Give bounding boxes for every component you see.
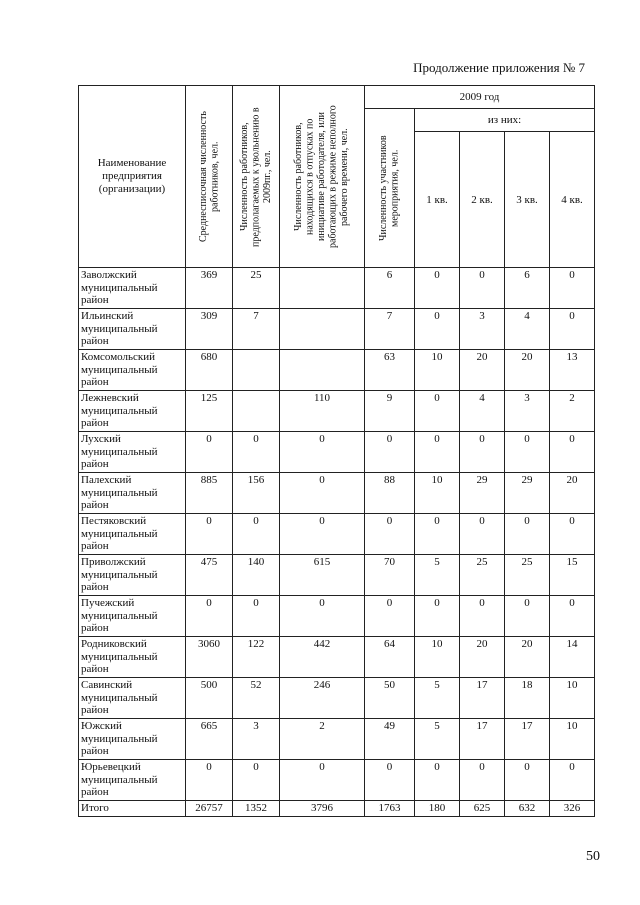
cell-planned-layoffs: 0	[233, 596, 280, 637]
cell-quarter-2: 17	[460, 678, 505, 719]
table-row	[79, 555, 595, 596]
header-enterprise-name: Наименование предприятия (организации)	[79, 86, 186, 268]
cell-average-headcount: 0	[186, 432, 233, 473]
cell-quarter-4: 14	[550, 637, 595, 678]
cell-participants: 88	[365, 473, 415, 514]
cell-planned-layoffs: 122	[233, 637, 280, 678]
cell-quarter-1: 5	[415, 719, 460, 760]
cell-district-name: Ильинский муниципальный район	[79, 309, 186, 350]
cell-planned-layoffs: 140	[233, 555, 280, 596]
cell-planned-layoffs	[233, 391, 280, 432]
cell-district-name: Южский муниципальный район	[79, 719, 186, 760]
cell-participants: 1763	[365, 801, 415, 817]
table-row	[79, 268, 595, 309]
cell-quarter-2: 25	[460, 555, 505, 596]
cell-quarter-1: 10	[415, 637, 460, 678]
table-total-row	[79, 801, 595, 817]
cell-quarter-4: 10	[550, 719, 595, 760]
cell-quarter-4: 0	[550, 268, 595, 309]
cell-quarter-2: 4	[460, 391, 505, 432]
cell-quarter-3: 18	[505, 678, 550, 719]
table-row	[79, 678, 595, 719]
cell-planned-layoffs: 0	[233, 432, 280, 473]
cell-quarter-4: 10	[550, 678, 595, 719]
appendix-continuation-note: Продолжение приложения № 7	[413, 60, 585, 75]
cell-district-name: Заволжский муниципальный район	[79, 268, 186, 309]
cell-quarter-2: 20	[460, 350, 505, 391]
cell-planned-layoffs: 3	[233, 719, 280, 760]
cell-district-name: Пестяковский муниципальный район	[79, 514, 186, 555]
header-planned-layoffs-text: Численность работников, предполагаемых к увольнению в 2009пг., чел.	[238, 106, 273, 247]
cell-quarter-1: 5	[415, 678, 460, 719]
cell-on-leave: 3796	[280, 801, 365, 817]
cell-average-headcount: 369	[186, 268, 233, 309]
cell-average-headcount: 26757	[186, 801, 233, 817]
cell-quarter-3: 3	[505, 391, 550, 432]
cell-quarter-3: 25	[505, 555, 550, 596]
cell-district-name: Комсомольский муниципальный район	[79, 350, 186, 391]
cell-quarter-2: 0	[460, 760, 505, 801]
cell-district-name: Лухский муниципальный район	[79, 432, 186, 473]
cell-on-leave	[280, 309, 365, 350]
cell-quarter-2: 0	[460, 432, 505, 473]
cell-quarter-3: 6	[505, 268, 550, 309]
cell-on-leave: 0	[280, 514, 365, 555]
cell-quarter-3: 0	[505, 760, 550, 801]
cell-quarter-3: 20	[505, 637, 550, 678]
cell-on-leave: 0	[280, 473, 365, 514]
cell-quarter-4: 2	[550, 391, 595, 432]
cell-quarter-4: 0	[550, 514, 595, 555]
cell-average-headcount: 475	[186, 555, 233, 596]
cell-planned-layoffs	[233, 350, 280, 391]
cell-on-leave: 110	[280, 391, 365, 432]
cell-quarter-1: 0	[415, 760, 460, 801]
cell-average-headcount: 309	[186, 309, 233, 350]
cell-average-headcount: 125	[186, 391, 233, 432]
cell-quarter-1: 0	[415, 309, 460, 350]
cell-quarter-2: 0	[460, 514, 505, 555]
header-of-them: из них:	[415, 109, 595, 132]
cell-participants: 0	[365, 514, 415, 555]
header-participants	[365, 109, 415, 268]
cell-participants: 70	[365, 555, 415, 596]
cell-planned-layoffs: 0	[233, 514, 280, 555]
cell-on-leave: 0	[280, 432, 365, 473]
cell-participants: 50	[365, 678, 415, 719]
cell-planned-layoffs: 156	[233, 473, 280, 514]
cell-participants: 0	[365, 596, 415, 637]
cell-average-headcount: 680	[186, 350, 233, 391]
cell-participants: 49	[365, 719, 415, 760]
cell-average-headcount: 500	[186, 678, 233, 719]
cell-planned-layoffs: 25	[233, 268, 280, 309]
table-row	[79, 473, 595, 514]
cell-quarter-2: 29	[460, 473, 505, 514]
header-year: 2009 год	[365, 86, 595, 109]
cell-quarter-2: 0	[460, 268, 505, 309]
cell-quarter-2: 17	[460, 719, 505, 760]
cell-on-leave: 2	[280, 719, 365, 760]
cell-district-name: Савинский муниципальный район	[79, 678, 186, 719]
cell-quarter-3: 0	[505, 432, 550, 473]
header-on-leave-text: Численность работников, находящихся в отпусках по инициативе работодателя, или работающих в режиме неполного рабочего времени, чел.	[293, 105, 351, 248]
header-quarter-4: 4 кв.	[550, 132, 595, 268]
header-quarter-2: 2 кв.	[460, 132, 505, 268]
cell-quarter-4: 20	[550, 473, 595, 514]
header-participants-text: Численность участников мероприятия, чел.	[378, 135, 401, 241]
cell-quarter-1: 0	[415, 596, 460, 637]
cell-quarter-1: 180	[415, 801, 460, 817]
cell-quarter-3: 632	[505, 801, 550, 817]
cell-on-leave: 615	[280, 555, 365, 596]
cell-district-name: Лежневский муниципальный район	[79, 391, 186, 432]
cell-on-leave	[280, 350, 365, 391]
cell-planned-layoffs: 0	[233, 760, 280, 801]
cell-quarter-3: 17	[505, 719, 550, 760]
cell-quarter-4: 0	[550, 309, 595, 350]
cell-quarter-1: 10	[415, 473, 460, 514]
header-planned-layoffs	[233, 86, 280, 268]
cell-quarter-1: 10	[415, 350, 460, 391]
cell-quarter-1: 5	[415, 555, 460, 596]
cell-quarter-2: 20	[460, 637, 505, 678]
header-average-headcount	[186, 86, 233, 268]
cell-quarter-4: 15	[550, 555, 595, 596]
cell-district-name: Родниковский муниципальный район	[79, 637, 186, 678]
cell-quarter-3: 4	[505, 309, 550, 350]
header-quarter-3: 3 кв.	[505, 132, 550, 268]
cell-quarter-1: 0	[415, 268, 460, 309]
cell-average-headcount: 3060	[186, 637, 233, 678]
cell-quarter-3: 29	[505, 473, 550, 514]
cell-quarter-2: 0	[460, 596, 505, 637]
cell-on-leave: 0	[280, 596, 365, 637]
cell-district-name: Палехский муниципальный район	[79, 473, 186, 514]
employment-table	[78, 85, 595, 817]
cell-average-headcount: 0	[186, 596, 233, 637]
total-label: Итого	[79, 801, 186, 817]
cell-planned-layoffs: 1352	[233, 801, 280, 817]
cell-on-leave: 246	[280, 678, 365, 719]
cell-quarter-4: 0	[550, 596, 595, 637]
cell-participants: 7	[365, 309, 415, 350]
cell-district-name: Приволжский муниципальный район	[79, 555, 186, 596]
header-average-headcount-text: Среднесписочная численность работников, чел.	[197, 111, 220, 242]
table-row	[79, 637, 595, 678]
cell-participants: 0	[365, 760, 415, 801]
cell-participants: 64	[365, 637, 415, 678]
page-number: 50	[586, 849, 600, 864]
cell-quarter-4: 0	[550, 432, 595, 473]
cell-quarter-3: 0	[505, 514, 550, 555]
cell-quarter-1: 0	[415, 514, 460, 555]
cell-average-headcount: 665	[186, 719, 233, 760]
cell-participants: 63	[365, 350, 415, 391]
cell-average-headcount: 0	[186, 514, 233, 555]
table-row	[79, 514, 595, 555]
cell-quarter-4: 0	[550, 760, 595, 801]
cell-on-leave	[280, 268, 365, 309]
cell-quarter-1: 0	[415, 432, 460, 473]
cell-quarter-2: 3	[460, 309, 505, 350]
cell-planned-layoffs: 52	[233, 678, 280, 719]
cell-planned-layoffs: 7	[233, 309, 280, 350]
cell-average-headcount: 885	[186, 473, 233, 514]
table-row	[79, 760, 595, 801]
cell-on-leave: 0	[280, 760, 365, 801]
cell-quarter-3: 0	[505, 596, 550, 637]
cell-quarter-3: 20	[505, 350, 550, 391]
cell-quarter-4: 13	[550, 350, 595, 391]
cell-quarter-2: 625	[460, 801, 505, 817]
cell-quarter-4: 326	[550, 801, 595, 817]
cell-participants: 9	[365, 391, 415, 432]
table-row	[79, 719, 595, 760]
table-row	[79, 391, 595, 432]
table-row	[79, 432, 595, 473]
table-row	[79, 596, 595, 637]
cell-on-leave: 442	[280, 637, 365, 678]
header-quarter-1: 1 кв.	[415, 132, 460, 268]
cell-district-name: Юрьевецкий муниципальный район	[79, 760, 186, 801]
cell-quarter-1: 0	[415, 391, 460, 432]
cell-average-headcount: 0	[186, 760, 233, 801]
cell-district-name: Пучежский муниципальный район	[79, 596, 186, 637]
table-row	[79, 309, 595, 350]
header-on-leave	[280, 86, 365, 268]
cell-participants: 0	[365, 432, 415, 473]
table-body	[79, 268, 595, 817]
table-row	[79, 350, 595, 391]
cell-participants: 6	[365, 268, 415, 309]
